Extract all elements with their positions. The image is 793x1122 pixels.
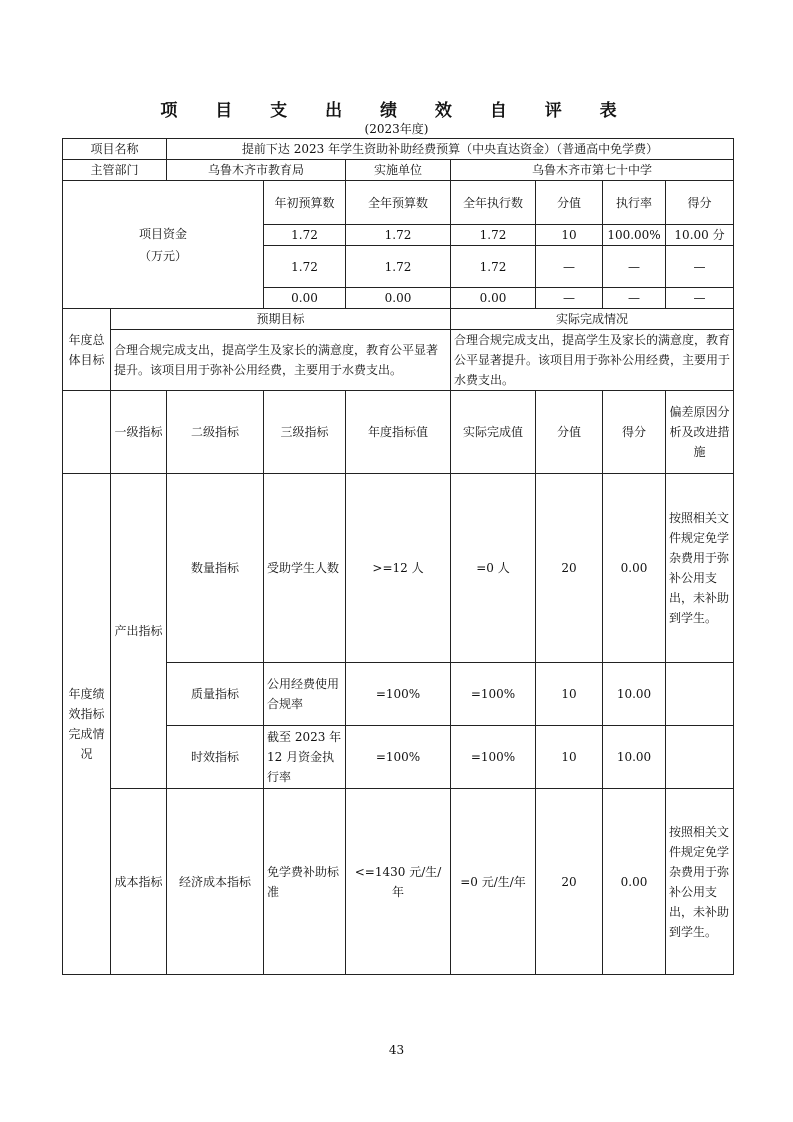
full-budget-header: 全年预算数 (346, 181, 451, 225)
impl-unit-value: 乌鲁木齐市第七十中学 (451, 160, 734, 181)
actual-result-text: 合理合规完成支出，提高学生及家长的满意度，教育公平显著提升。该项目用于弥补公用经费，主要用于水费支出。 (451, 330, 734, 391)
funds-total-value: 10 (536, 225, 603, 246)
score-cell: 10.00 (603, 726, 666, 789)
annual-target-header: 年度指标值 (346, 391, 451, 474)
funds-other-annual: 0.00 (264, 288, 346, 309)
dept-row (63, 160, 734, 181)
score-cell: 0.00 (603, 789, 666, 975)
target-cell: <=1430 元/生/年 (346, 789, 451, 975)
target-cell: =100% (346, 663, 451, 726)
perf-section-label: 年度绩效指标完成情况 (63, 474, 111, 975)
funds-fiscal-full: 1.72 (346, 246, 451, 288)
dept-value: 乌鲁木齐市教育局 (167, 160, 346, 181)
funds-other-full: 0.00 (346, 288, 451, 309)
value-cell: 10 (536, 726, 603, 789)
level3-cell: 受助学生人数 (264, 474, 346, 663)
level1-header: 一级指标 (111, 391, 167, 474)
project-name-value: 提前下达 2023 年学生资助补助经费预算（中央直达资金）（普通高中免学费） (167, 139, 734, 160)
impl-unit-label: 实施单位 (346, 160, 451, 181)
actual-cell: =100% (451, 663, 536, 726)
score-value-header: 分值 (536, 181, 603, 225)
target-cell: >=12 人 (346, 474, 451, 663)
deviation-cell (666, 663, 734, 726)
expected-goal-text: 合理合规完成支出，提高学生及家长的满意度，教育公平显著提升。该项目用于弥补公用经费，主要用于水费支出。 (111, 330, 451, 391)
goal-header-row (63, 309, 734, 330)
goal-text-row (63, 330, 734, 391)
indicator-score-header: 得分 (603, 391, 666, 474)
exec-rate-header: 执行率 (603, 181, 666, 225)
indicator-row (63, 789, 734, 975)
level3-cell: 截至 2023 年 12 月资金执行率 (264, 726, 346, 789)
funds-fiscal-value: — (536, 246, 603, 288)
funds-fiscal-annual: 1.72 (264, 246, 346, 288)
indicator-value-header: 分值 (536, 391, 603, 474)
actual-cell: =0 人 (451, 474, 536, 663)
indicator-row (63, 474, 734, 663)
project-name-label: 项目名称 (63, 139, 167, 160)
score-cell: 10.00 (603, 663, 666, 726)
funds-other-exec: 0.00 (451, 288, 536, 309)
actual-result-header: 实际完成情况 (451, 309, 734, 330)
funds-total-annual: 1.72 (264, 225, 346, 246)
funds-fiscal-exec: 1.72 (451, 246, 536, 288)
indicator-blank-cell (63, 391, 111, 474)
full-exec-header: 全年执行数 (451, 181, 536, 225)
indicator-header-row (63, 391, 734, 474)
dept-label: 主管部门 (63, 160, 167, 181)
funds-total-score: 10.00 分 (666, 225, 734, 246)
funds-label: 项目资金 （万元） (63, 181, 264, 309)
funds-total-exec: 1.72 (451, 225, 536, 246)
funds-fiscal-score: — (666, 246, 734, 288)
deviation-cell (666, 726, 734, 789)
project-name-row (63, 139, 734, 160)
page-title: 项 目 支 出 绩 效 自 评 表 (160, 101, 633, 121)
value-cell: 20 (536, 789, 603, 975)
annual-budget-header: 年初预算数 (264, 181, 346, 225)
level2-cell: 质量指标 (167, 663, 264, 726)
deviation-header: 偏差原因分析及改进措施 (666, 391, 734, 474)
value-cell: 20 (536, 474, 603, 663)
score-header: 得分 (666, 181, 734, 225)
level3-cell: 公用经费使用合规率 (264, 663, 346, 726)
value-cell: 10 (536, 663, 603, 726)
expected-goal-header: 预期目标 (111, 309, 451, 330)
level2-cell: 经济成本指标 (167, 789, 264, 975)
actual-value-header: 实际完成值 (451, 391, 536, 474)
funds-other-rate: — (603, 288, 666, 309)
funds-fiscal-rate: — (603, 246, 666, 288)
funds-total-full: 1.72 (346, 225, 451, 246)
level2-cell: 数量指标 (167, 474, 264, 663)
funds-total-rate: 100.00% (603, 225, 666, 246)
funds-other-score: — (666, 288, 734, 309)
output-level1: 产出指标 (111, 474, 167, 789)
page-subtitle: (2023年度) (364, 122, 429, 136)
funds-other-value: — (536, 288, 603, 309)
page-number: 43 (388, 1043, 405, 1057)
deviation-cell: 按照相关文件规定免学杂费用于弥补公用支出，未补助到学生。 (666, 474, 734, 663)
score-cell: 0.00 (603, 474, 666, 663)
actual-cell: =100% (451, 726, 536, 789)
overall-goal-label: 年度总体目标 (63, 309, 111, 391)
level3-cell: 免学费补助标准 (264, 789, 346, 975)
deviation-cell: 按照相关文件规定免学杂费用于弥补公用支出，未补助到学生。 (666, 789, 734, 975)
cost-level1: 成本指标 (111, 789, 167, 975)
self-evaluation-table (62, 138, 734, 975)
level3-header: 三级指标 (264, 391, 346, 474)
actual-cell: =0 元/生/年 (451, 789, 536, 975)
level2-cell: 时效指标 (167, 726, 264, 789)
target-cell: =100% (346, 726, 451, 789)
funds-header-row (63, 181, 734, 225)
level2-header: 二级指标 (167, 391, 264, 474)
